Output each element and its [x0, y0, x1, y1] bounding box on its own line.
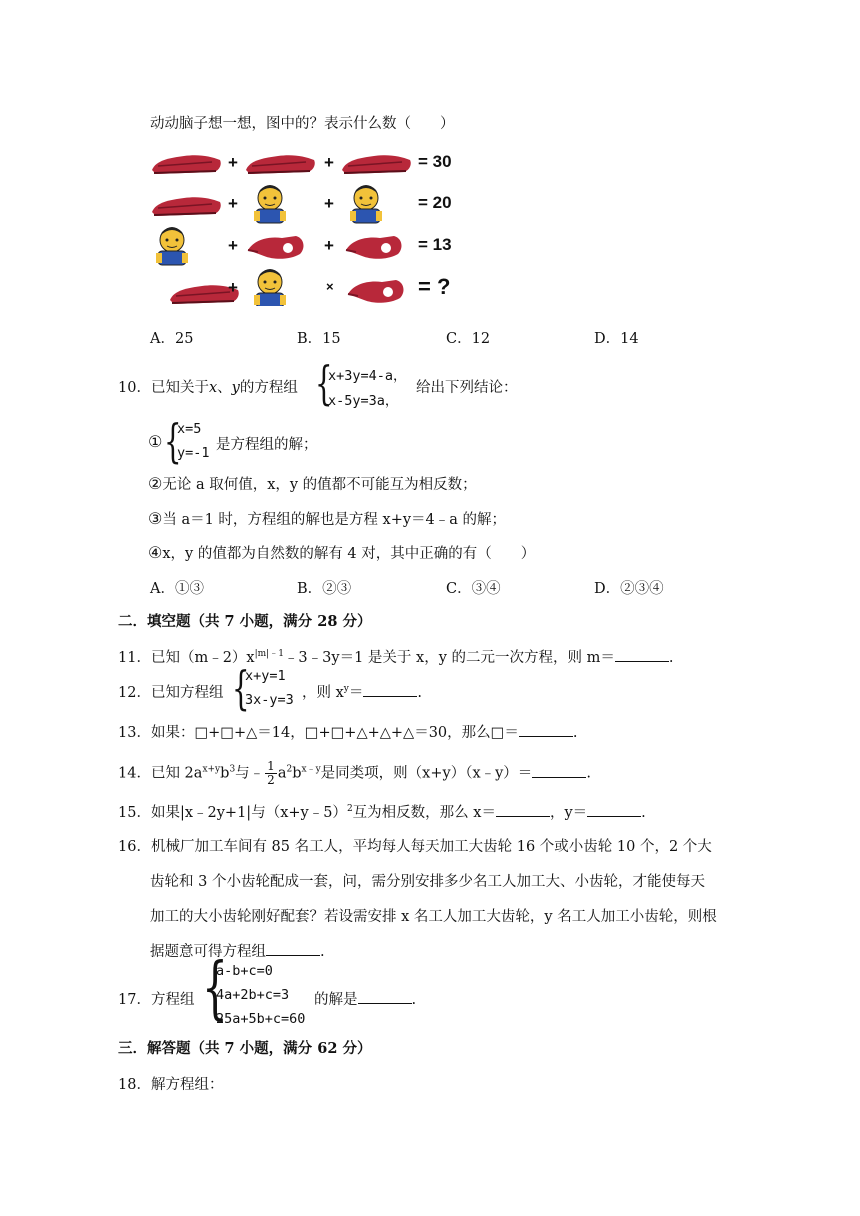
q16-line3: 加工的大小齿轮刚好配套？若设需安排 x 名工人加工大齿轮，y 名工人加工小齿轮，则根 — [150, 909, 717, 925]
q10-option-a: A．①③ — [150, 581, 204, 597]
q10-option-b: B．②③ — [297, 581, 352, 597]
boy-icon — [156, 227, 188, 265]
q15: 15．如果|x﹣2y+1|与（x+y﹣5）$^2$互为相反数，那么 x＝ ，y＝ . — [118, 804, 646, 821]
q10-s2: ②无论 a 取何值，x，y 的值都不可能互为相反数； — [148, 474, 477, 493]
q17-post: 的解是 . — [314, 988, 416, 1009]
shoe-icon — [342, 155, 411, 174]
q9-r2-plus1: + — [228, 194, 238, 213]
q13: 13．如果：□+□+△＝14，□+□+△+△+△＝30，那么□＝ . — [118, 721, 577, 742]
q10-s1-eq2: y=-1 — [177, 445, 210, 461]
boy-icon — [254, 269, 286, 306]
q9-r4-plus1: + — [228, 278, 238, 297]
q9-r4-op2: × — [326, 279, 334, 294]
q9-option-a: A．25 — [150, 331, 194, 347]
whistle-icon — [348, 280, 403, 303]
shoe-icon — [246, 155, 315, 174]
whistle-icon — [346, 236, 401, 259]
q9-r1-eq: = 30 — [418, 152, 452, 171]
q17-brace: { — [202, 949, 228, 1028]
q9-r1-plus1: + — [228, 153, 238, 172]
q14-fraction: $\frac{1}{2}$ — [267, 759, 275, 787]
q10-option-d: D．②③④ — [594, 581, 664, 597]
q17-eq3: 25a+5b+c=60 — [216, 1011, 306, 1027]
q10-stem-post: 给出下列结论： — [416, 380, 518, 396]
q9-option-c: C．12 — [446, 331, 491, 347]
q10-s1-eq1: x=5 — [177, 421, 202, 437]
q9-option-b: B．15 — [297, 331, 341, 347]
q14: 14．已知 $2a^{x+y}b^3$与﹣ $\frac{1}{2}$ $a^2b^{x﹣y}$是同类项，则（x+y）（x﹣y）＝ . — [118, 759, 591, 787]
q10-s1-brace: { — [164, 414, 182, 468]
q12-eq1: x+y=1 — [245, 668, 286, 684]
whistle-icon — [248, 236, 303, 259]
q11: 11．已知$(m﹣2)x^{|m|﹣1}﹣3﹣3y=1$ 是关于 x，y 的二元一次方程，则 m＝ . — [118, 649, 674, 666]
q9-option-d: D．14 — [594, 331, 639, 347]
q12-post: ，则 $x^y=$ . — [302, 684, 422, 701]
shoe-icon — [152, 155, 221, 174]
q9-r1-plus2: + — [324, 153, 334, 172]
q16-line2: 齿轮和 3 个小齿轮配成一套，问，需分别安排多少名工人加工大、小齿轮，才能使每天 — [150, 874, 705, 890]
q12-pre: 12．已知方程组 — [118, 685, 224, 701]
q9-r2-eq: = 20 — [418, 193, 452, 212]
section-3-title: 三．解答题（共 7 小题，满分 62 分） — [118, 1040, 372, 1057]
q10-s1-text: 是方程组的解； — [216, 437, 318, 453]
q9-stem: 动动脑子想一想，图中的？表示什么数（ ） — [150, 116, 455, 132]
q17-eq2: 4a+2b+c=3 — [216, 987, 290, 1003]
q9-r3-plus1: + — [228, 236, 238, 255]
q16-line1: 16．机械厂加工车间有 85 名工人，平均每人每天加工大齿轮 16 个或小齿轮 10 个，2 个大 — [118, 839, 712, 855]
q10-stem: 10．已知关于x、y的方程组 — [118, 380, 298, 396]
q10-brace: { — [315, 356, 333, 410]
q10-eq1: x+3y=4-a， — [328, 368, 407, 384]
q9-r3-plus2: + — [324, 236, 334, 255]
q9-r4-eq: = ? — [418, 274, 451, 299]
q10-eq2: x-5y=3a， — [328, 393, 399, 409]
q17-pre: 17．方程组 — [118, 992, 195, 1008]
shoe-icon — [152, 197, 221, 216]
section-2-title: 二．填空题（共 7 小题，满分 28 分） — [118, 613, 372, 630]
q9-r3-eq: = 13 — [418, 235, 452, 254]
q18: 18．解方程组： — [118, 1077, 224, 1093]
q17-eq1: a-b+c=0 — [216, 963, 273, 979]
q12-brace: { — [232, 661, 250, 715]
q16-line4: 据题意可得方程组 . — [150, 940, 325, 961]
boy-icon — [254, 185, 286, 223]
q10-s1-mark: ① — [148, 432, 163, 451]
q9-r2-plus2: + — [324, 194, 334, 213]
q10-s4: ④x，y 的值都为自然数的解有 4 对，其中正确的有（ ） — [148, 543, 536, 562]
q10-option-c: C．③④ — [446, 581, 501, 597]
q10-s3: ③当 a＝1 时，方程组的解也是方程 x+y＝4﹣a 的解； — [148, 509, 507, 528]
boy-icon — [350, 185, 382, 223]
q12-eq2: 3x-y=3 — [245, 692, 294, 708]
